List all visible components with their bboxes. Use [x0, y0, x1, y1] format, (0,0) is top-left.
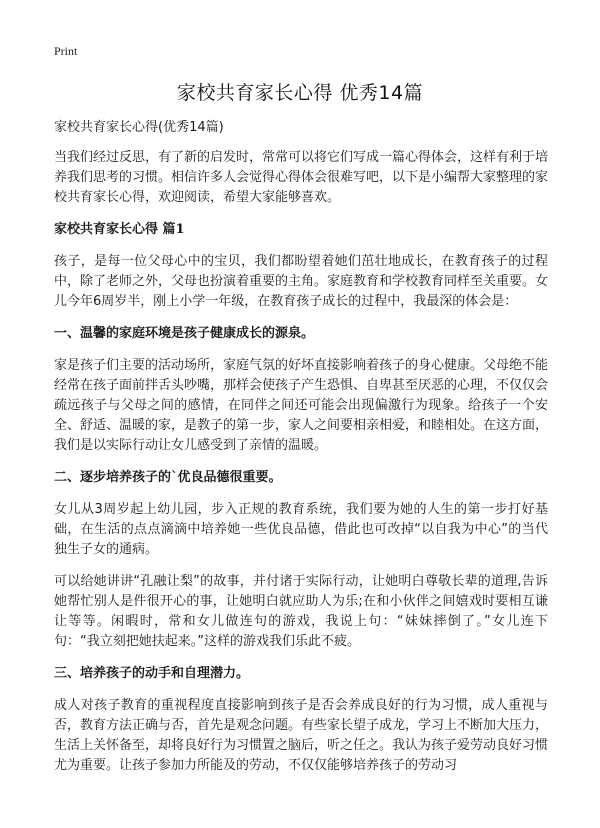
document-body — [54, 118, 548, 788]
paragraph-4: 可以给她讲讲“孔融让梨”的故事，并付诸于实际行动，让她明白尊敬长辈的道理,告诉她帮忙别人是件很开心的事，让她明白就应助人为乐;在和小伙伴之间嬉戏时要相互谦让等等。闲暇时，常和女儿做连句的游戏，我说上句：“妹妹摔倒了。”女儿连下句：“我立刻把她扶起来。”这样的游戏我们乐此不疲。 — [54, 574, 548, 649]
paragraph-3: 女儿从3周岁起上幼儿园，步入正规的教育系统，我们要为她的人生的第一步打好基础，在生活的点点滴滴中培养她一些优良品德，借此也可改掉“以自我为中心”的当代独生子女的通病。 — [54, 502, 548, 557]
paragraph-1: 孩子，是每一位父母心中的宝贝，我们都盼望着她们茁壮地成长，在教育孩子的过程中，除了老师之外，父母也扮演着重要的主角。家庭教育和学校教育同样至关重要。女儿今年6周岁半，刚上小学一年级，在教育孩子成长的过程中，我最深的体会是： — [54, 254, 549, 309]
document-subtitle: 家校共育家长心得(优秀14篇) — [54, 120, 224, 135]
print-link[interactable]: Print — [54, 44, 78, 58]
paragraph-5: 成人对孩子教育的重视程度直接影响到孩子是否会养成良好的行为习惯，成人重视与否，教育方法正确与否，首先是观念问题。有些家长望子成龙，学习上不断加大压力，生活上关怀备至，却将良好行为习惯置之脑后，听之任之。我认为孩子爱劳动良好习惯尤为重要。让孩子参加力所能及的劳动，不仅仅能够培养孩子的劳动习 — [54, 698, 549, 773]
page-title: 家校共育家长心得 优秀14篇 — [176, 82, 424, 104]
section-heading-1: 一、温馨的家庭环境是孩子健康成长的源泉。 — [54, 326, 315, 341]
section-heading-2: 二、逐步培养孩子的`优良品德很重要。 — [54, 470, 282, 485]
section-heading-3: 三、培养孩子的动手和自理潜力。 — [54, 666, 250, 681]
intro-paragraph: 当我们经过反思，有了新的启发时，常常可以将它们写成一篇心得体会，这样有利于培养我们思考的习惯。相信许多人会觉得心得体会很难写吧，以下是小编帮大家整理的家校共育家长心得，欢迎阅读，希望大家能够喜欢。 — [54, 150, 549, 205]
article-heading: 家校共育家长心得 篇1 — [54, 222, 185, 237]
paragraph-2: 家是孩子们主要的活动场所，家庭气氛的好坏直接影响着孩子的身心健康。父母绝不能经常在孩子面前拌舌头吵嘴，那样会使孩子产生恐惧、自卑甚至厌恶的心理，不仅仅会疏远孩子与父母之间的感情，在同伴之间还可能会出现偏激行为现象。给孩子一个安全、舒适、温暖的家，是教子的第一步，家人之间要相亲相爱，和睦相处。在这方面，我们是以实际行动让女儿感受到了亲情的温暖。 — [54, 358, 549, 453]
